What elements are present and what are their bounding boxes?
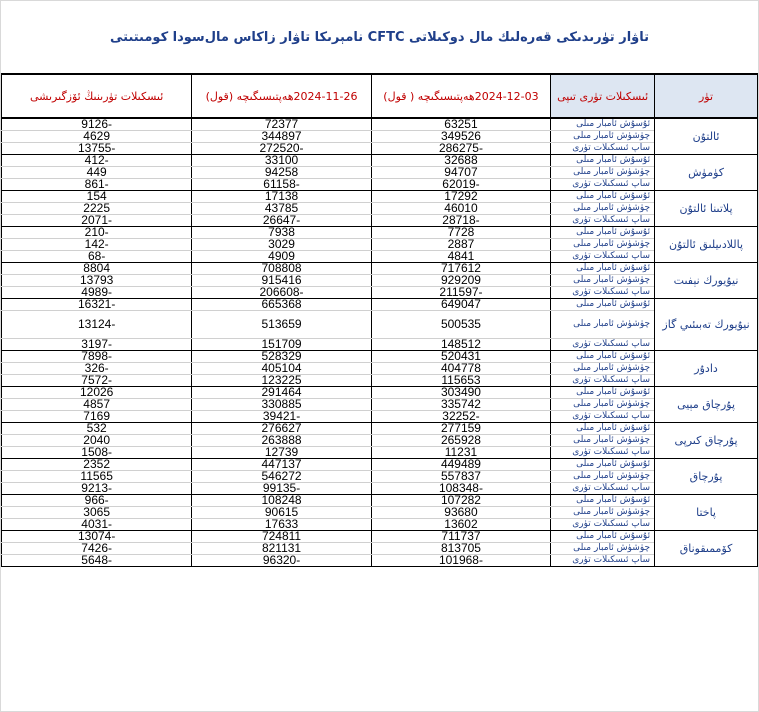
change-cell[interactable]: 2040 [2,435,192,447]
position-type-cell[interactable]: چۈشۈش ئامبار مىلى [551,131,655,143]
change-cell[interactable]: -16321 [2,299,192,311]
change-cell[interactable]: -326 [2,363,192,375]
change-cell[interactable]: -7572 [2,375,192,387]
change-cell[interactable]: -4989 [2,287,192,299]
value-1126-cell[interactable]: 4909 [192,251,371,263]
table-row [2,447,758,459]
change-cell[interactable]: -966 [2,495,192,507]
position-type-cell[interactable]: چۈشۈش ئامبار مىلى [551,507,655,519]
value-1126-cell[interactable]: 94258 [192,167,371,179]
value-1126-cell[interactable]: 263888 [192,435,371,447]
value-1126-cell[interactable]: 43785 [192,203,371,215]
table-row [2,167,758,179]
commodity-cell[interactable]: نيۇيورك تەبىئىي گاز [655,299,758,351]
table-row [2,287,758,299]
table-row [2,215,758,227]
value-1203-cell[interactable]: 717612 [371,263,550,275]
position-type-cell[interactable]: ساپ ئىسكىلات تۈرى [551,143,655,155]
change-cell[interactable]: -5648 [2,555,192,567]
value-1126-cell[interactable]: -61158 [192,179,371,191]
table-row [2,203,758,215]
value-1203-cell[interactable]: 2887 [371,239,550,251]
value-1203-cell[interactable]: 557837 [371,471,550,483]
change-cell[interactable]: 4857 [2,399,192,411]
cftc-table [1,73,758,567]
position-type-cell[interactable]: ئۇسۇش ئامبار مىلى [551,118,655,131]
change-cell[interactable]: -210 [2,227,192,239]
table-row [2,227,758,239]
table-row [2,251,758,263]
change-cell[interactable]: 7169 [2,411,192,423]
value-1203-cell[interactable]: 500535 [371,311,550,339]
value-1126-cell[interactable]: -206608 [192,287,371,299]
value-1126-cell[interactable]: 665368 [192,299,371,311]
table-row [2,143,758,155]
value-1126-cell[interactable]: 513659 [192,311,371,339]
value-1203-cell[interactable]: 813705 [371,543,550,555]
value-1203-cell[interactable]: 303490 [371,387,550,399]
position-type-cell[interactable]: ئۇسۇش ئامبار مىلى [551,531,655,543]
position-type-cell[interactable]: چۈشۈش ئامبار مىلى [551,239,655,251]
position-type-cell[interactable]: ساپ ئىسكىلات تۈرى [551,447,655,459]
change-cell[interactable]: 2225 [2,203,192,215]
value-1203-cell[interactable]: 94707 [371,167,550,179]
value-1203-cell[interactable]: 13602 [371,519,550,531]
position-type-cell[interactable]: چۈشۈش ئامبار مىلى [551,363,655,375]
position-type-cell[interactable]: ساپ ئىسكىلات تۈرى [551,339,655,351]
value-1126-cell[interactable]: 90615 [192,507,371,519]
change-cell[interactable]: 8804 [2,263,192,275]
value-1203-cell[interactable]: 11231 [371,447,550,459]
value-1126-cell[interactable]: 33100 [192,155,371,167]
value-1126-cell[interactable]: 123225 [192,375,371,387]
value-1203-cell[interactable]: 711737 [371,531,550,543]
value-1203-cell[interactable]: -32252 [371,411,550,423]
table-row [2,471,758,483]
position-type-cell[interactable]: ئۇسۇش ئامبار مىلى [551,387,655,399]
table-row [2,239,758,251]
change-cell[interactable]: -2071 [2,215,192,227]
table-row [2,483,758,495]
value-1126-cell[interactable]: 821131 [192,543,371,555]
commodity-cell[interactable]: كۈمۈش [655,155,758,191]
commodity-cell[interactable]: ئالتۇن [655,118,758,155]
commodity-cell[interactable]: پاختا [655,495,758,531]
header-date-1126[interactable]: 2024-11-26ھەپتىسىگىچە (قول) [192,74,371,118]
value-1203-cell[interactable]: 63251 [371,118,550,131]
table-row [2,363,758,375]
table-row [2,299,758,311]
change-cell[interactable]: -1508 [2,447,192,459]
value-1126-cell[interactable]: 724811 [192,531,371,543]
header-position-type[interactable]: ئىسكىلات تۈرى تىپى [551,74,655,118]
value-1126-cell[interactable]: 344897 [192,131,371,143]
change-cell[interactable]: -3197 [2,339,192,351]
position-type-cell[interactable]: ساپ ئىسكىلات تۈرى [551,519,655,531]
table-row [2,311,758,339]
change-cell[interactable]: 449 [2,167,192,179]
commodity-cell[interactable]: پۇرچاق مېيى [655,387,758,423]
change-cell[interactable]: 2352 [2,459,192,471]
position-type-cell[interactable]: چۈشۈش ئامبار مىلى [551,311,655,339]
table-row [2,399,758,411]
value-1203-cell[interactable]: 32688 [371,155,550,167]
value-1126-cell[interactable]: 7938 [192,227,371,239]
value-1126-cell[interactable]: 151709 [192,339,371,351]
value-1203-cell[interactable]: 449489 [371,459,550,471]
change-cell[interactable]: -412 [2,155,192,167]
table-row [2,275,758,287]
change-cell[interactable]: -861 [2,179,192,191]
position-type-cell[interactable]: چۈشۈش ئامبار مىلى [551,471,655,483]
change-cell[interactable]: -142 [2,239,192,251]
change-cell[interactable]: -13074 [2,531,192,543]
position-type-cell[interactable]: ئۇسۇش ئامبار مىلى [551,191,655,203]
table-row [2,339,758,351]
value-1126-cell[interactable]: 330885 [192,399,371,411]
commodity-cell[interactable]: پاللادىيلىق ئالتۇن [655,227,758,263]
value-1126-cell[interactable]: 708808 [192,263,371,275]
table-row [2,179,758,191]
change-cell[interactable]: 4629 [2,131,192,143]
commodity-cell[interactable]: پلاتىنا ئالتۇن [655,191,758,227]
table-row [2,435,758,447]
position-type-cell[interactable]: ئۇسۇش ئامبار مىلى [551,351,655,363]
value-1126-cell[interactable]: 915416 [192,275,371,287]
change-cell[interactable]: 11565 [2,471,192,483]
value-1126-cell[interactable]: 405104 [192,363,371,375]
header-change[interactable]: ئىسكىلات تۈرىنىڭ ئۆزگىرىشى [2,74,192,118]
change-cell[interactable]: -9126 [2,118,192,131]
value-1126-cell[interactable]: 17633 [192,519,371,531]
position-type-cell[interactable]: ئۇسۇش ئامبار مىلى [551,299,655,311]
change-cell[interactable]: -13755 [2,143,192,155]
position-type-cell[interactable]: ساپ ئىسكىلات تۈرى [551,483,655,495]
change-cell[interactable]: -9213 [2,483,192,495]
value-1203-cell[interactable]: 929209 [371,275,550,287]
value-1203-cell[interactable]: -62019 [371,179,550,191]
value-1126-cell[interactable]: 447137 [192,459,371,471]
value-1126-cell[interactable]: -96320 [192,555,371,567]
value-1203-cell[interactable]: 46010 [371,203,550,215]
position-type-cell[interactable]: چۈشۈش ئامبار مىلى [551,167,655,179]
value-1203-cell[interactable]: -211597 [371,287,550,299]
value-1203-cell[interactable]: 4841 [371,251,550,263]
position-type-cell[interactable]: ئۇسۇش ئامبار مىلى [551,459,655,471]
change-cell[interactable]: 3065 [2,507,192,519]
table-row [2,543,758,555]
change-cell[interactable]: -68 [2,251,192,263]
value-1203-cell[interactable]: 277159 [371,423,550,435]
position-type-cell[interactable]: ئۇسۇش ئامبار مىلى [551,423,655,435]
header-row [2,74,758,118]
table-row [2,411,758,423]
table-row [2,459,758,471]
change-cell[interactable]: -4031 [2,519,192,531]
value-1203-cell[interactable]: 93680 [371,507,550,519]
value-1203-cell[interactable]: 148512 [371,339,550,351]
value-1126-cell[interactable]: -99135 [192,483,371,495]
value-1203-cell[interactable]: -101968 [371,555,550,567]
change-cell[interactable]: -13124 [2,311,192,339]
value-1126-cell[interactable]: 276627 [192,423,371,435]
position-type-cell[interactable]: ساپ ئىسكىلات تۈرى [551,375,655,387]
position-type-cell[interactable]: ساپ ئىسكىلات تۈرى [551,179,655,191]
value-1203-cell[interactable]: -108348 [371,483,550,495]
table-row [2,387,758,399]
value-1126-cell[interactable]: 12739 [192,447,371,459]
value-1203-cell[interactable]: 7728 [371,227,550,239]
position-type-cell[interactable]: چۈشۈش ئامبار مىلى [551,435,655,447]
table-row [2,191,758,203]
commodity-cell[interactable]: پۇرچاق كىرپى [655,423,758,459]
table-row [2,155,758,167]
table-row [2,519,758,531]
table-row [2,555,758,567]
value-1203-cell[interactable]: 107282 [371,495,550,507]
table-row [2,495,758,507]
table-row [2,118,758,131]
position-type-cell[interactable]: ئۇسۇش ئامبار مىلى [551,495,655,507]
position-type-cell[interactable]: چۈشۈش ئامبار مىلى [551,203,655,215]
header-commodity[interactable]: تۈر [655,74,758,118]
value-1203-cell[interactable]: 335742 [371,399,550,411]
value-1126-cell[interactable]: 17138 [192,191,371,203]
value-1126-cell[interactable]: 528329 [192,351,371,363]
position-type-cell[interactable]: ئۇسۇش ئامبار مىلى [551,227,655,239]
change-cell[interactable]: 12026 [2,387,192,399]
position-type-cell[interactable]: چۈشۈش ئامبار مىلى [551,399,655,411]
commodity-cell[interactable]: دادۇر [655,351,758,387]
value-1203-cell[interactable]: 404778 [371,363,550,375]
change-cell[interactable]: 154 [2,191,192,203]
position-type-cell[interactable]: ساپ ئىسكىلات تۈرى [551,215,655,227]
value-1203-cell[interactable]: 520431 [371,351,550,363]
table-row [2,423,758,435]
position-type-cell[interactable]: ساپ ئىسكىلات تۈرى [551,411,655,423]
change-cell[interactable]: 13793 [2,275,192,287]
value-1203-cell[interactable]: 17292 [371,191,550,203]
value-1203-cell[interactable]: -286275 [371,143,550,155]
commodity-cell[interactable]: پۇرچاق [655,459,758,495]
value-1126-cell[interactable]: 72377 [192,118,371,131]
value-1126-cell[interactable]: -272520 [192,143,371,155]
change-cell[interactable]: 532 [2,423,192,435]
position-type-cell[interactable]: ساپ ئىسكىلات تۈرى [551,251,655,263]
value-1203-cell[interactable]: -28718 [371,215,550,227]
change-cell[interactable]: -7898 [2,351,192,363]
report-title: نامېرىكا تاۋار زاكاس مال‌سودا كومىتىتى CFTC تاۋار تۈرىدىكى قەرەلىك مال دوكىلاتى [109,29,649,45]
position-type-cell[interactable]: چۈشۈش ئامبار مىلى [551,275,655,287]
table-row [2,263,758,275]
value-1126-cell[interactable]: 108248 [192,495,371,507]
value-1203-cell[interactable]: 649047 [371,299,550,311]
position-type-cell[interactable]: ساپ ئىسكىلات تۈرى [551,287,655,299]
header-date-1203[interactable]: 2024-12-03ھەپتىسىگىچە ( قول) [371,74,550,118]
value-1126-cell[interactable]: -26647 [192,215,371,227]
change-cell[interactable]: -7426 [2,543,192,555]
value-1126-cell[interactable]: 291464 [192,387,371,399]
position-type-cell[interactable]: ئۇسۇش ئامبار مىلى [551,155,655,167]
table-row [2,375,758,387]
value-1203-cell[interactable]: 115653 [371,375,550,387]
table-row [2,351,758,363]
commodity-cell[interactable]: نيۇيورك نېفىت [655,263,758,299]
position-type-cell[interactable]: چۈشۈش ئامبار مىلى [551,543,655,555]
value-1203-cell[interactable]: 349526 [371,131,550,143]
position-type-cell[interactable]: ساپ ئىسكىلات تۈرى [551,555,655,567]
value-1126-cell[interactable]: 3029 [192,239,371,251]
position-type-cell[interactable]: ئۇسۇش ئامبار مىلى [551,263,655,275]
value-1126-cell[interactable]: 546272 [192,471,371,483]
table-row [2,531,758,543]
commodity-cell[interactable]: كۆممىقوناق [655,531,758,567]
table-row [2,507,758,519]
value-1126-cell[interactable]: -39421 [192,411,371,423]
table-body [2,118,758,567]
table-row [2,131,758,143]
value-1203-cell[interactable]: 265928 [371,435,550,447]
